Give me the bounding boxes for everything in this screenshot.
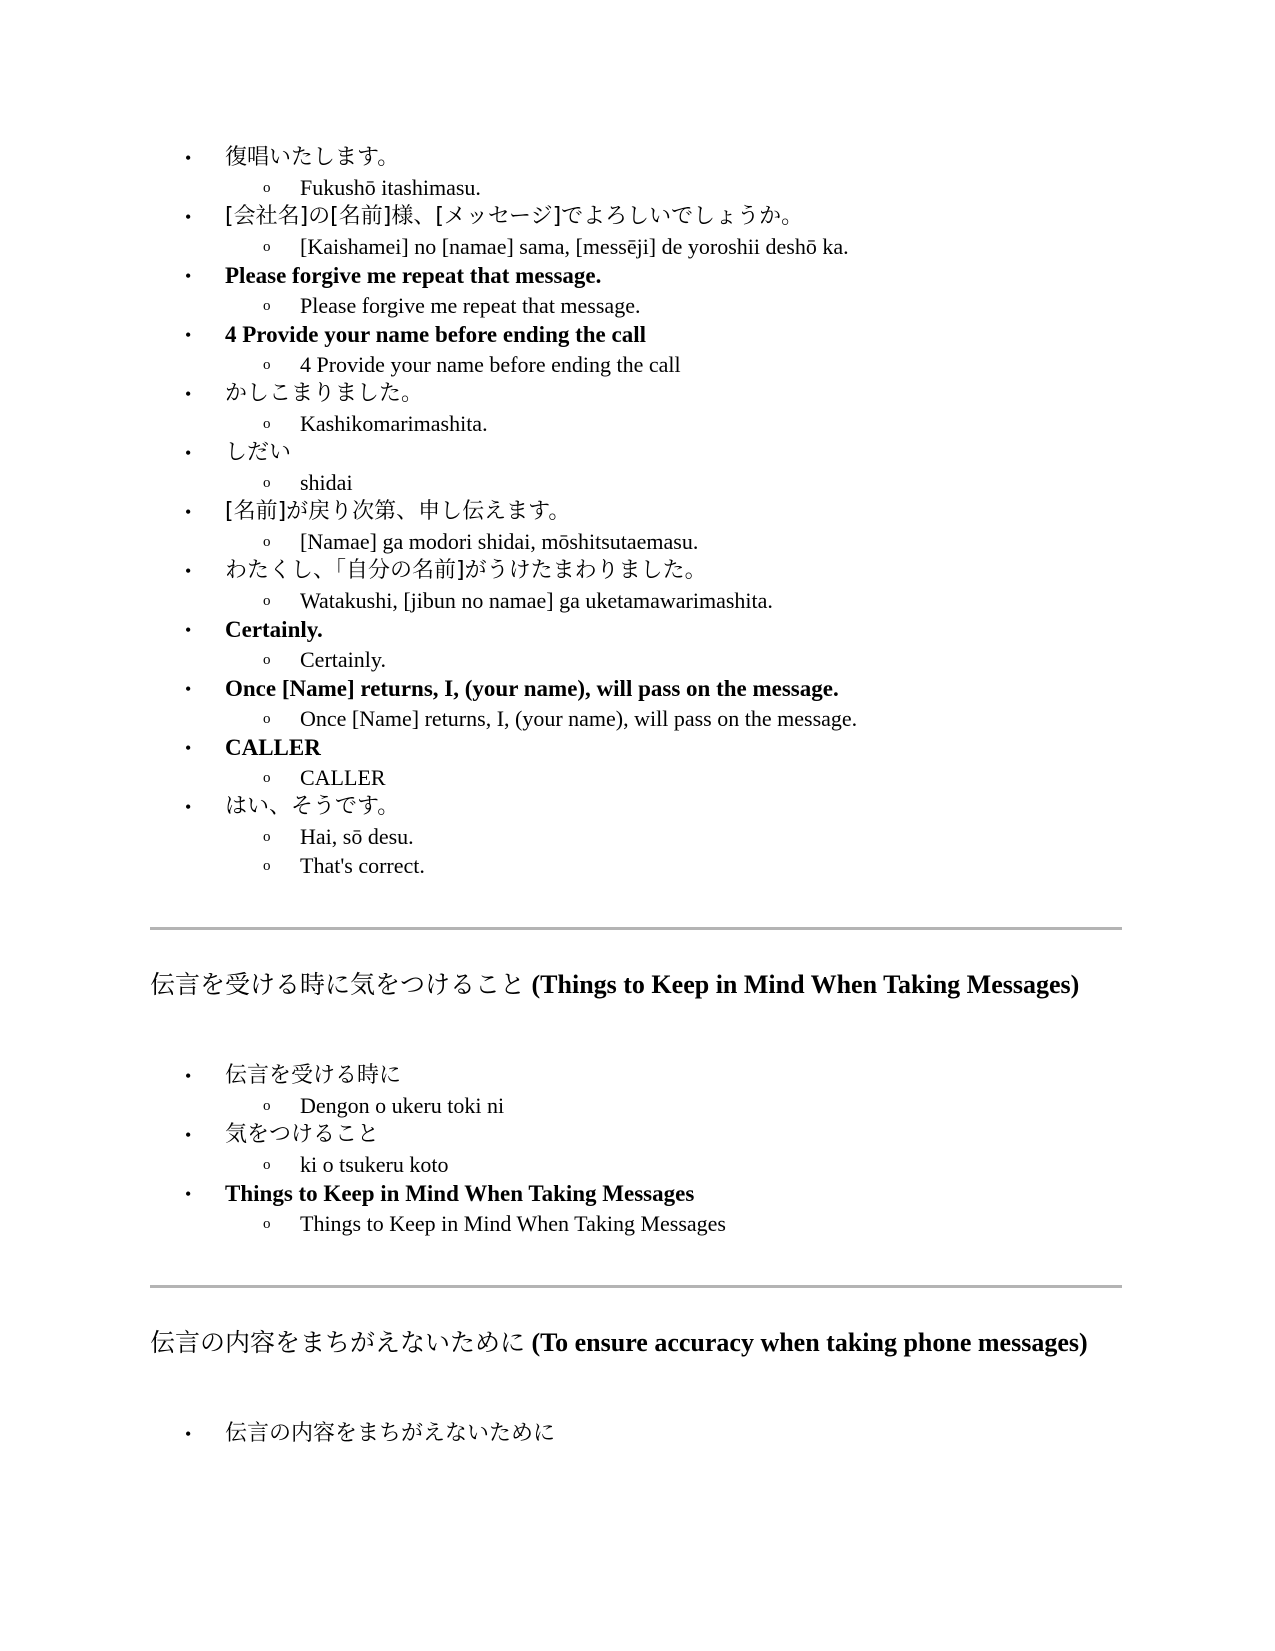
sub-list-item-text: CALLER (300, 765, 386, 790)
sub-list-item-text: Things to Keep in Mind When Taking Messages (300, 1211, 726, 1236)
section-heading-en: (To ensure accuracy when taking phone messages) (531, 1328, 1088, 1357)
sub-list-item (0, 1150, 1275, 1179)
circle-bullet-icon: o (263, 180, 271, 196)
list-item (0, 1120, 1275, 1179)
list-item (0, 438, 1275, 497)
sub-list (0, 350, 1275, 379)
section-heading-en: (Things to Keep in Mind When Taking Messages) (531, 970, 1080, 999)
sub-list-item (0, 704, 1275, 733)
sub-list (0, 586, 1275, 615)
list-item-text: 伝言の内容をまちがえないために (225, 1421, 556, 1446)
circle-bullet-icon: o (263, 416, 271, 432)
list-item-text: Certainly. (225, 617, 323, 642)
list-item-row (0, 497, 1275, 527)
sub-list (0, 291, 1275, 320)
circle-bullet-icon: o (263, 357, 271, 373)
sub-list (0, 409, 1275, 438)
sub-list-item (0, 851, 1275, 880)
list-item-row (0, 556, 1275, 586)
sub-list-item-text: Kashikomarimashita. (300, 411, 488, 436)
bullet-icon: • (185, 1424, 192, 1444)
bullet-icon: • (185, 443, 192, 463)
section-heading-jp: 伝言の内容をまちがえないために (150, 1328, 526, 1357)
sub-list-item (0, 409, 1275, 438)
list-item-text: Once [Name] returns, I, (your name), will pass on the message. (225, 676, 839, 701)
list-item-text: Things to Keep in Mind When Taking Messages (225, 1181, 695, 1206)
list-item (0, 615, 1275, 674)
list-item-row (0, 320, 1275, 350)
circle-bullet-icon: o (263, 1157, 271, 1173)
sub-list (0, 1091, 1275, 1120)
circle-bullet-icon: o (263, 770, 271, 786)
sub-list (0, 173, 1275, 202)
sub-list-item (0, 1209, 1275, 1238)
sub-list (0, 645, 1275, 674)
bullet-icon: • (185, 679, 192, 699)
sub-list-item-text: [Kaishamei] no [namae] sama, [messēji] de yoroshii deshō ka. (300, 234, 849, 259)
list-item (0, 1419, 1275, 1449)
circle-bullet-icon: o (263, 829, 271, 845)
list-item-text: 気をつけること (225, 1122, 380, 1147)
sub-list-item-text: Fukushō itashimasu. (300, 175, 481, 200)
sub-list-item-text: That's correct. (300, 853, 425, 878)
bullet-icon: • (185, 1125, 192, 1145)
list-item-text: わたくし、「自分の名前]がうけたまわりました。 (225, 558, 707, 583)
list-item-text: しだい (225, 440, 292, 465)
sub-list (0, 232, 1275, 261)
circle-bullet-icon: o (263, 534, 271, 550)
list-item (0, 320, 1275, 379)
sub-list (0, 822, 1275, 880)
list-item-text: 復唱いたします。 (225, 145, 400, 170)
sub-list (0, 527, 1275, 556)
list-item (0, 674, 1275, 733)
sub-list (0, 704, 1275, 733)
sub-list-item-text: Please forgive me repeat that message. (300, 293, 641, 318)
accuracy-list (0, 1419, 1275, 1449)
list-item-row (0, 615, 1275, 645)
list-item-text: かしこまりました。 (225, 381, 424, 406)
list-item (0, 1179, 1275, 1238)
list-item (0, 379, 1275, 438)
list-item (0, 556, 1275, 615)
circle-bullet-icon: o (263, 475, 271, 491)
list-item (0, 261, 1275, 320)
list-item-text: はい、そうです。 (225, 794, 400, 819)
list-item-row (0, 1419, 1275, 1449)
section-heading-keep-in-mind (150, 967, 1110, 1002)
sub-list-item-text: 4 Provide your name before ending the call (300, 352, 681, 377)
sub-list-item (0, 291, 1275, 320)
list-item-row (0, 202, 1275, 232)
sub-list-item (0, 350, 1275, 379)
sub-list-item-text: Certainly. (300, 647, 386, 672)
sub-list (0, 763, 1275, 792)
sub-list-item-text: Hai, sō desu. (300, 824, 414, 849)
sub-list-item (0, 468, 1275, 497)
bullet-icon: • (185, 384, 192, 404)
bullet-icon: • (185, 620, 192, 640)
list-item (0, 143, 1275, 202)
circle-bullet-icon: o (263, 711, 271, 727)
sub-list-item-text: ki o tsukeru koto (300, 1152, 449, 1177)
sub-list-item-text: [Namae] ga modori shidai, mōshitsutaemasu. (300, 529, 699, 554)
section-heading-accuracy (150, 1325, 1110, 1360)
sub-list-item (0, 645, 1275, 674)
sub-list-item (0, 232, 1275, 261)
sub-list (0, 1150, 1275, 1179)
bullet-icon: • (185, 502, 192, 522)
keep-in-mind-list (0, 1061, 1275, 1238)
sub-list (0, 468, 1275, 497)
sub-list-item (0, 822, 1275, 851)
bullet-icon: • (185, 1184, 192, 1204)
list-item-text: CALLER (225, 735, 321, 760)
circle-bullet-icon: o (263, 593, 271, 609)
list-item-row (0, 792, 1275, 822)
sub-list-item-text: shidai (300, 470, 353, 495)
sub-list (0, 1209, 1275, 1238)
section-divider (150, 1285, 1122, 1288)
list-item (0, 1061, 1275, 1120)
bullet-icon: • (185, 266, 192, 286)
sub-list-item-text: Dengon o ukeru toki ni (300, 1093, 505, 1118)
list-item-text: 伝言を受ける時に (225, 1063, 402, 1088)
circle-bullet-icon: o (263, 1098, 271, 1114)
sub-list-item (0, 763, 1275, 792)
phrase-list (0, 143, 1275, 880)
list-item-text: 4 Provide your name before ending the call (225, 322, 647, 347)
list-item-row (0, 379, 1275, 409)
list-item-row (0, 733, 1275, 763)
list-item-row (0, 143, 1275, 173)
sub-list-item (0, 527, 1275, 556)
circle-bullet-icon: o (263, 239, 271, 255)
list-item-row (0, 261, 1275, 291)
list-item (0, 202, 1275, 261)
list-item-row (0, 1179, 1275, 1209)
circle-bullet-icon: o (263, 298, 271, 314)
list-item-text: [名前]が戻り次第、申し伝えます。 (225, 499, 571, 524)
bullet-icon: • (185, 1066, 192, 1086)
section-divider (150, 927, 1122, 930)
list-item-row (0, 1120, 1275, 1150)
bullet-icon: • (185, 325, 192, 345)
bullet-icon: • (185, 738, 192, 758)
list-item (0, 733, 1275, 792)
list-item-row (0, 674, 1275, 704)
sub-list-item (0, 173, 1275, 202)
sub-list-item-text: Watakushi, [jibun no namae] ga uketamawarimashita. (300, 588, 773, 613)
bullet-icon: • (185, 148, 192, 168)
bullet-icon: • (185, 797, 192, 817)
sub-list-item (0, 1091, 1275, 1120)
list-item (0, 497, 1275, 556)
bullet-icon: • (185, 207, 192, 227)
list-item (0, 792, 1275, 880)
section-heading-jp: 伝言を受ける時に気をつけること (150, 970, 526, 999)
list-item-text: [会社名]の[名前]様、[メッセージ]でよろしいでしょうか。 (225, 204, 804, 229)
sub-list-item (0, 586, 1275, 615)
circle-bullet-icon: o (263, 1216, 271, 1232)
list-item-row (0, 1061, 1275, 1091)
list-item-text: Please forgive me repeat that message. (225, 263, 602, 288)
list-item-row (0, 438, 1275, 468)
bullet-icon: • (185, 561, 192, 581)
circle-bullet-icon: o (263, 652, 271, 668)
circle-bullet-icon: o (263, 858, 271, 874)
sub-list-item-text: Once [Name] returns, I, (your name), will pass on the message. (300, 706, 858, 731)
